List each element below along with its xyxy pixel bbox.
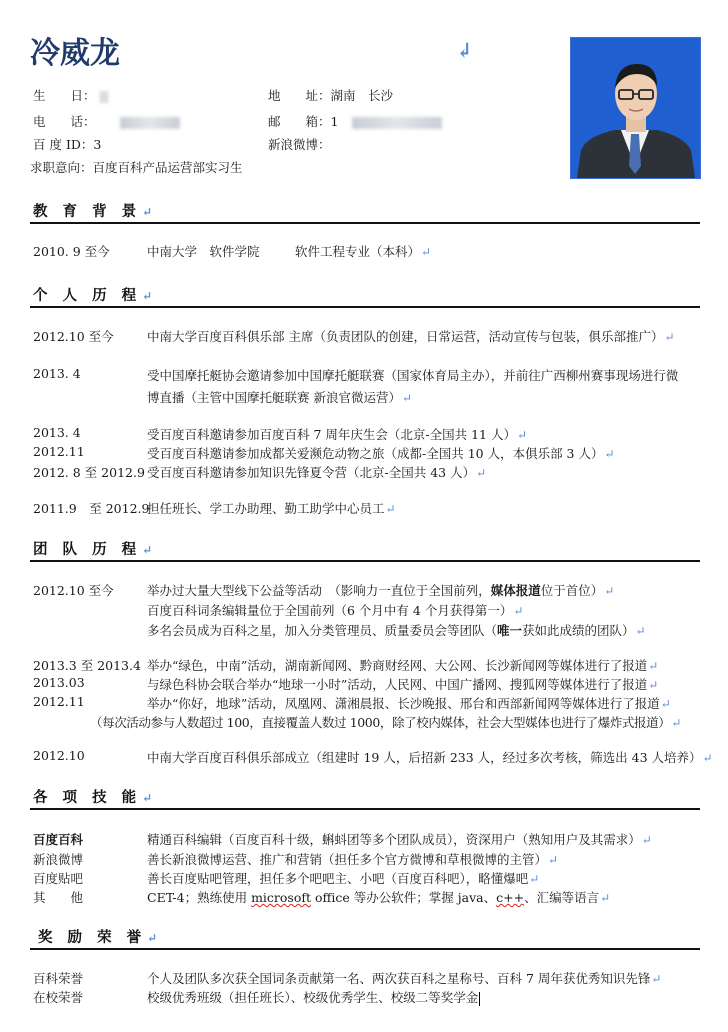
profile-photo (570, 37, 701, 179)
section-title-education: 教 育 背 景↵ (33, 203, 158, 220)
timeline-date: 2012.10 (33, 748, 85, 763)
skill-label: 百度百科 (33, 832, 84, 847)
candidate-name: 冷威龙 (30, 36, 120, 71)
timeline-text: （每次活动参与人数超过 100，直接覆盖人数过 1000，除了校内媒体，社会大型媒体也进行了爆炸式报道）↵ (90, 715, 681, 730)
address-value: 湖南 长沙 (330, 88, 394, 103)
timeline-date: 2013. 4 (33, 425, 81, 440)
timeline-date: 2011.9 至 2012.9 (33, 501, 150, 516)
timeline-text: 中南大学百度百科俱乐部成立（组建时 19 人，后招新 233 人，经过多次考核，筛选出 43 人培养）↵ (147, 750, 713, 765)
section-divider (30, 222, 700, 224)
section-title-team: 团 队 历 程↵ (33, 541, 158, 558)
postcode-label: 邮 箱： (268, 114, 331, 129)
timeline-date: 2013. 4 (33, 366, 81, 381)
phone-label: 电 话： (33, 114, 96, 129)
objective-label: 求职意向： (30, 160, 93, 175)
award-text: 个人及团队多次获全国词条贡献第一名、两次获百科之星称号、百科 7 周年获优秀知识先锋↵ (147, 971, 662, 986)
redacted-birthday (100, 91, 108, 103)
timeline-text: 受百度百科邀请参加知识先锋夏令营（北京-全国共 43 人）↵ (147, 465, 487, 480)
text-cursor (479, 992, 480, 1006)
skill-label: 百度贴吧 (33, 871, 84, 886)
skill-text: 善长百度贴吧管理，担任多个吧吧主、小吧（百度百科吧），略懂爆吧↵ (147, 871, 540, 886)
timeline-text: 举办过大量大型线下公益等活动 （影响力一直位于全国前列，媒体报道位于首位）↵ (147, 583, 615, 598)
award-text: 校级优秀班级（担任班长）、校级优秀学生、校级二等奖学金 (147, 990, 479, 1005)
section-divider (30, 306, 700, 308)
section-title-skills: 各 项 技 能↵ (33, 789, 158, 806)
timeline-text: 受百度百科邀请参加成都关爱濒危动物之旅（成都-全国共 10 人，本俱乐部 3 人）↵ (147, 446, 615, 461)
timeline-text: 中南大学百度百科俱乐部 主席（负责团队的创建，日常运营，活动宣传与包装，俱乐部推广）↵ (147, 329, 675, 344)
timeline-date: 2012. 8 至 2012.9 (33, 465, 145, 480)
paragraph-mark-icon: ↲ (456, 38, 473, 62)
timeline-date: 2012.11 (33, 444, 85, 459)
section-title-personal: 个 人 历 程↵ (33, 287, 158, 304)
education-date: 2010. 9 至今 (33, 244, 110, 259)
baidu-label: 百 度 ID： (33, 137, 94, 152)
timeline-text: 举办“你好，地球”活动，凤凰网、潇湘晨报、长沙晚报、邢台和西部新闻网等媒体进行了报道↵ (147, 696, 671, 711)
portrait-image (571, 38, 700, 178)
timeline-text: 举办“绿色，中南”活动，湖南新闻网、黔商财经网、大公网、长沙新闻网等媒体进行了报道↵ (147, 658, 659, 673)
timeline-text: 多名会员成为百科之星，加入分类管理员、质量委员会等团队（唯一获如此成绩的团队）↵ (147, 623, 646, 638)
skill-text: 精通百科编辑（百度百科十级，蝌蚪团等多个团队成员），资深用户（熟知用户及其需求）↵ (147, 832, 652, 847)
timeline-date: 2012.10 至今 (33, 583, 114, 598)
skill-label: 其 他 (33, 890, 84, 905)
postcode-row (268, 112, 442, 130)
objective-value: 百度百科产品运营部实习生 (92, 160, 243, 175)
section-title-awards: 奖 励 荣 誉↵ (38, 929, 163, 946)
objective-row (30, 158, 243, 176)
education-major: 软件工程专业（本科）↵ (295, 244, 432, 259)
weibo-label: 新浪微博： (268, 137, 331, 152)
education-school: 中南大学 软件学院 (147, 244, 260, 259)
timeline-date: 2013.03 (33, 675, 85, 690)
redacted-phone (120, 117, 180, 129)
weibo-row (268, 135, 331, 153)
birthday-label: 生 日： (33, 88, 96, 103)
award-label: 在校荣誉 (33, 990, 84, 1005)
skill-text: 善长新浪微博运营、推广和营销（担任多个官方微博和草根微博的主管）↵ (147, 852, 559, 867)
timeline-text-continued: 博直播（主管中国摩托艇联赛 新浪官微运营）↵ (147, 390, 413, 405)
address-label: 地 址： (268, 88, 331, 103)
skill-text: CET-4；熟练使用 microsoft office 等办公软件；掌握 java、c++、汇编等语言↵ (147, 890, 611, 905)
timeline-text: 受百度百科邀请参加百度百科 7 周年庆生会（北京-全国共 11 人）↵ (147, 427, 528, 442)
section-divider (30, 948, 700, 950)
baidu-row (33, 135, 101, 153)
phone-row (33, 112, 180, 130)
section-divider (30, 808, 700, 810)
award-label: 百科荣誉 (33, 971, 84, 986)
timeline-text: 受中国摩托艇协会邀请参加中国摩托艇联赛（国家体育局主办），并前往广西柳州赛事现场进行微 (147, 368, 679, 383)
timeline-date: 2012.10 至今 (33, 329, 114, 344)
birthday-row (33, 86, 108, 104)
skill-label: 新浪微博 (33, 852, 84, 867)
redacted-email (352, 117, 442, 129)
baidu-value: 3 (93, 137, 102, 152)
timeline-text: 担任班长、学工办助理、勤工助学中心员工↵ (147, 501, 396, 516)
timeline-text: 百度百科词条编辑量位于全国前列（6 个月中有 4 个月获得第一）↵ (147, 603, 524, 618)
timeline-date: 2012.11 (33, 694, 85, 709)
address-row (268, 86, 393, 104)
timeline-text: 与绿色科协会联合举办“地球一小时”活动，人民网、中国广播网、搜狐网等媒体进行了报道↵ (147, 677, 659, 692)
section-divider (30, 560, 700, 562)
timeline-date: 2013.3 至 2013.4 (33, 658, 141, 673)
postcode-value: 1 (330, 114, 339, 129)
